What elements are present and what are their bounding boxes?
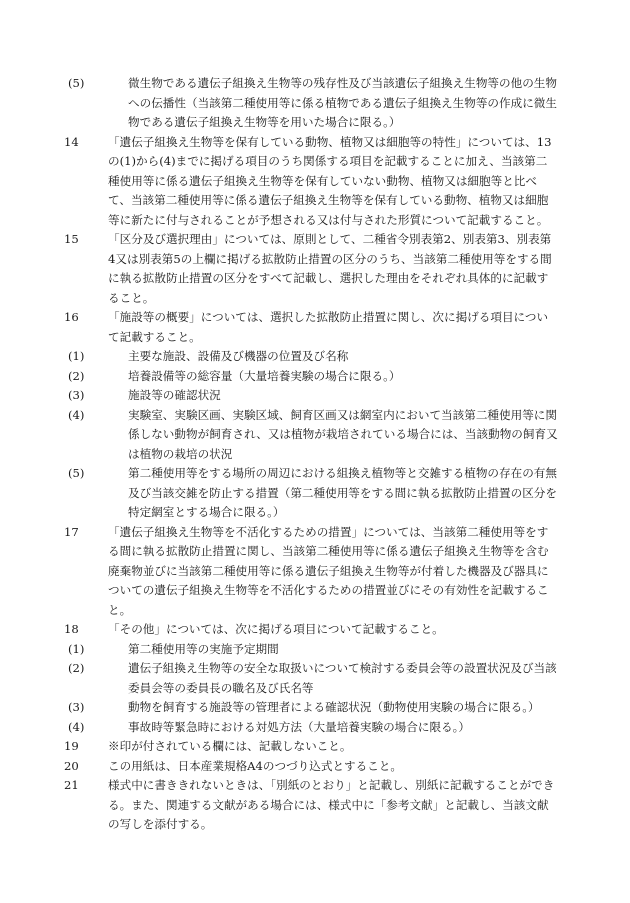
item-number: (1) <box>68 349 85 363</box>
item-number: 16 <box>64 310 79 324</box>
item-number: (1) <box>68 641 85 656</box>
item-number: (3) <box>68 388 85 402</box>
list-item-18-4 <box>68 718 558 738</box>
item-text: 様式中に書ききれないときは、「別紙のとおり」と記載し、別紙に記載することができる。また、関連する文献がある場合には、様式中に「参考文献」と記載し、当該文献の写しを添付する。 <box>108 778 555 831</box>
document-body <box>64 74 558 835</box>
list-item-15 <box>64 230 558 308</box>
item-number: 15 <box>64 232 79 246</box>
item-text: 第二種使用等をする場所の周辺における組換え植物等と交雑する植物の存在の有無及び当該交雑を防止する措置（第二種使用等をする間に執る拡散防止措置の区分を特定網室とする場合に限る。） <box>128 466 557 519</box>
item-text: 実験室、実験区画、実験区域、飼育区画又は網室内において当該第二種使用等に関係しない動物が飼育され、又は植物が栽培されている場合には、当該動物の飼育又は植物の栽培の状況 <box>128 407 558 461</box>
list-item-16-1 <box>68 347 558 367</box>
item-number: (4) <box>68 407 85 422</box>
list-item-18 <box>64 620 558 640</box>
item-number: 17 <box>64 524 79 539</box>
list-item-16-5 <box>68 464 558 523</box>
item-text: 「その他」については、次に掲げる項目について記載すること。 <box>108 622 444 636</box>
item-text: 施設等の確認状況 <box>128 388 221 402</box>
list-item-16-3 <box>68 386 558 406</box>
item-text: 主要な施設、設備及び機器の位置及び名称 <box>128 349 349 363</box>
item-number: (3) <box>68 700 85 714</box>
item-text: この用紙は、日本産業規格A4のつづり込式とすること。 <box>108 758 403 773</box>
item-text: 動物を飼育する施設等の管理者による確認状況（動物使用実験の場合に限る。） <box>128 700 540 714</box>
item-number: 21 <box>64 778 79 792</box>
item-text: 「遺伝子組換え生物等を不活化するための措置」については、当該第二種使用等をする間に執る拡散防止措置に関し、当該第二種使用等に係る遺伝子組換え生物等を含む廃棄物並びに当該第二種使用等に係る遺伝子組換え生物等が付着した機器及び器具についての遺伝子組換え生物等を不活化するための措置並びにその有効性を記載すること。 <box>108 524 549 617</box>
item-number: 20 <box>64 758 79 773</box>
list-item-18-3 <box>68 698 558 718</box>
list-item-18-2 <box>68 659 558 698</box>
list-item-13-5 <box>68 74 558 133</box>
item-number: (2) <box>68 368 85 383</box>
item-text: 「遺伝子組換え生物等を保有している動物、植物又は細胞等の特性」については、13の(1)から(4)までに掲げる項目のうち関係する項目を記載することに加え、当該第二種使用等に係る遺伝子組換え生物等を保有していない動物、植物又は細胞等と比べて、当該第二種使用等に係る遺伝子組換え生物等を保有している動物、植物又は細胞等に新たに付与されることが予想される又は付与された形質について記載すること。 <box>108 134 552 227</box>
item-text: ※印が付されている欄には、記載しないこと。 <box>108 739 352 753</box>
list-item-16-4 <box>68 406 558 465</box>
item-text: 「施設等の概要」については、選択した拡散防止措置に関し、次に掲げる項目について記載すること。 <box>108 310 549 344</box>
item-number: (5) <box>68 76 85 90</box>
item-number: 18 <box>64 622 79 636</box>
item-text: 「区分及び選択理由」については、原則として、二種省令別表第2、別表第3、別表第4又は別表第5の上欄に掲げる拡散防止措置の区分のうち、当該第二種使用等をする間に執る拡散防止措置の区分をすべて記載し、選択した理由をそれぞれ具体的に記載すること。 <box>108 232 552 305</box>
list-item-16 <box>64 308 558 347</box>
item-number: 19 <box>64 739 79 753</box>
list-item-18-1 <box>68 640 558 660</box>
list-item-16-2 <box>68 367 558 387</box>
list-item-14 <box>64 133 558 231</box>
item-number: (5) <box>68 466 85 480</box>
list-item-17 <box>64 523 558 621</box>
list-item-21 <box>64 776 558 835</box>
list-item-20 <box>64 757 558 777</box>
item-text: 培養設備等の総容量（大量培養実験の場合に限る。） <box>128 368 401 383</box>
item-text: 事故時等緊急時における対処方法（大量培養実験の場合に限る。） <box>128 719 471 734</box>
item-number: (4) <box>68 719 85 734</box>
item-text: 遺伝子組換え生物等の安全な取扱いについて検討する委員会等の設置状況及び当該委員会等の委員長の職名及び氏名等 <box>128 661 557 695</box>
list-item-19 <box>64 737 558 757</box>
item-text: 第二種使用等の実施予定期間 <box>128 641 279 656</box>
item-number: (2) <box>68 661 85 675</box>
item-number: 14 <box>64 134 79 149</box>
item-text: 微生物である遺伝子組換え生物等の残存性及び当該遺伝子組換え生物等の他の生物への伝播性（当該第二種使用等に係る植物である遺伝子組換え生物等の作成に微生物である遺伝子組換え生物等を用いた場合に限る。） <box>128 76 557 129</box>
